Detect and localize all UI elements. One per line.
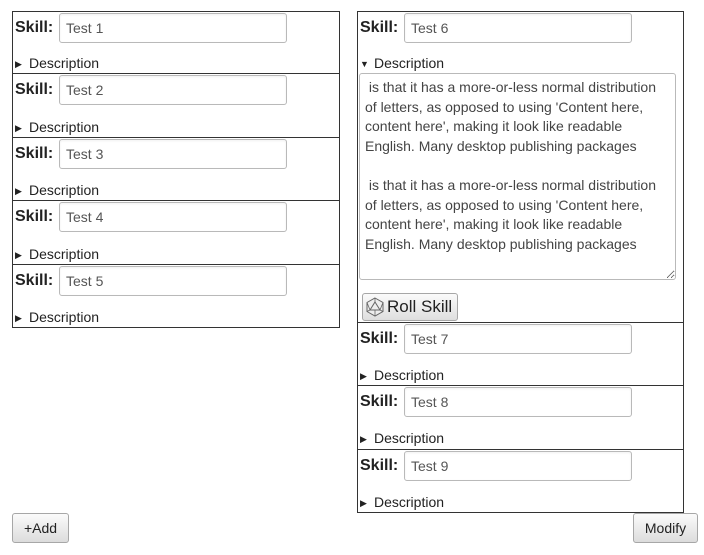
description-toggle[interactable]: ▶ Description xyxy=(15,119,100,135)
roll-skill-button[interactable] xyxy=(362,293,458,321)
roll-skill-label: Roll Skill xyxy=(387,297,453,316)
skill-card-4 xyxy=(12,200,340,265)
triangle-down-icon: ▼ xyxy=(360,59,369,69)
triangle-right-icon: ▶ xyxy=(15,313,22,323)
skill-name-input[interactable] xyxy=(59,75,287,105)
description-toggle[interactable]: ▼ Description xyxy=(360,55,445,71)
skill-label: Skill: xyxy=(360,457,399,474)
skill-name-input[interactable] xyxy=(404,451,632,481)
triangle-right-icon: ▶ xyxy=(360,498,367,508)
skill-card-1 xyxy=(12,11,340,74)
triangle-right-icon: ▶ xyxy=(360,371,367,381)
description-toggle[interactable]: ▶ Description xyxy=(360,367,445,383)
triangle-right-icon: ▶ xyxy=(15,186,22,196)
skill-card-3 xyxy=(12,137,340,202)
skill-card-7 xyxy=(357,322,684,387)
skill-name-input[interactable] xyxy=(59,13,287,43)
skill-name-input[interactable] xyxy=(59,202,287,232)
triangle-right-icon: ▶ xyxy=(360,434,367,444)
skill-name-input[interactable] xyxy=(404,324,632,354)
description-toggle[interactable]: ▶ Description xyxy=(15,182,100,198)
skill-label: Skill: xyxy=(360,393,399,410)
skill-label: Skill: xyxy=(360,19,399,36)
skill-card-5 xyxy=(12,264,340,328)
skill-name-input[interactable] xyxy=(59,139,287,169)
skill-label: Skill: xyxy=(15,19,54,36)
description-toggle[interactable]: ▶ Description xyxy=(360,430,445,446)
skill-name-input[interactable] xyxy=(404,387,632,417)
skill-card-8 xyxy=(357,385,684,450)
description-toggle[interactable]: ▶ Description xyxy=(15,309,100,325)
skill-label: Skill: xyxy=(15,272,54,289)
skill-label: Skill: xyxy=(15,208,54,225)
skill-name-input[interactable] xyxy=(404,13,632,43)
description-toggle[interactable]: ▶ Description xyxy=(15,246,100,262)
skill-label: Skill: xyxy=(15,145,54,162)
triangle-right-icon: ▶ xyxy=(15,250,22,260)
description-textarea[interactable] xyxy=(359,73,676,280)
description-toggle[interactable]: ▶ Description xyxy=(15,55,100,71)
skill-card-6 xyxy=(357,11,684,323)
d20-dice-icon xyxy=(365,297,385,317)
add-button[interactable]: +Add xyxy=(12,513,69,543)
skill-name-input[interactable] xyxy=(59,266,287,296)
triangle-right-icon: ▶ xyxy=(15,123,22,133)
modify-button[interactable]: Modify xyxy=(633,513,698,543)
skill-card-9 xyxy=(357,449,684,513)
description-toggle[interactable]: ▶ Description xyxy=(360,494,445,510)
skill-card-2 xyxy=(12,73,340,138)
skill-label: Skill: xyxy=(15,81,54,98)
skill-label: Skill: xyxy=(360,330,399,347)
triangle-right-icon: ▶ xyxy=(15,59,22,69)
